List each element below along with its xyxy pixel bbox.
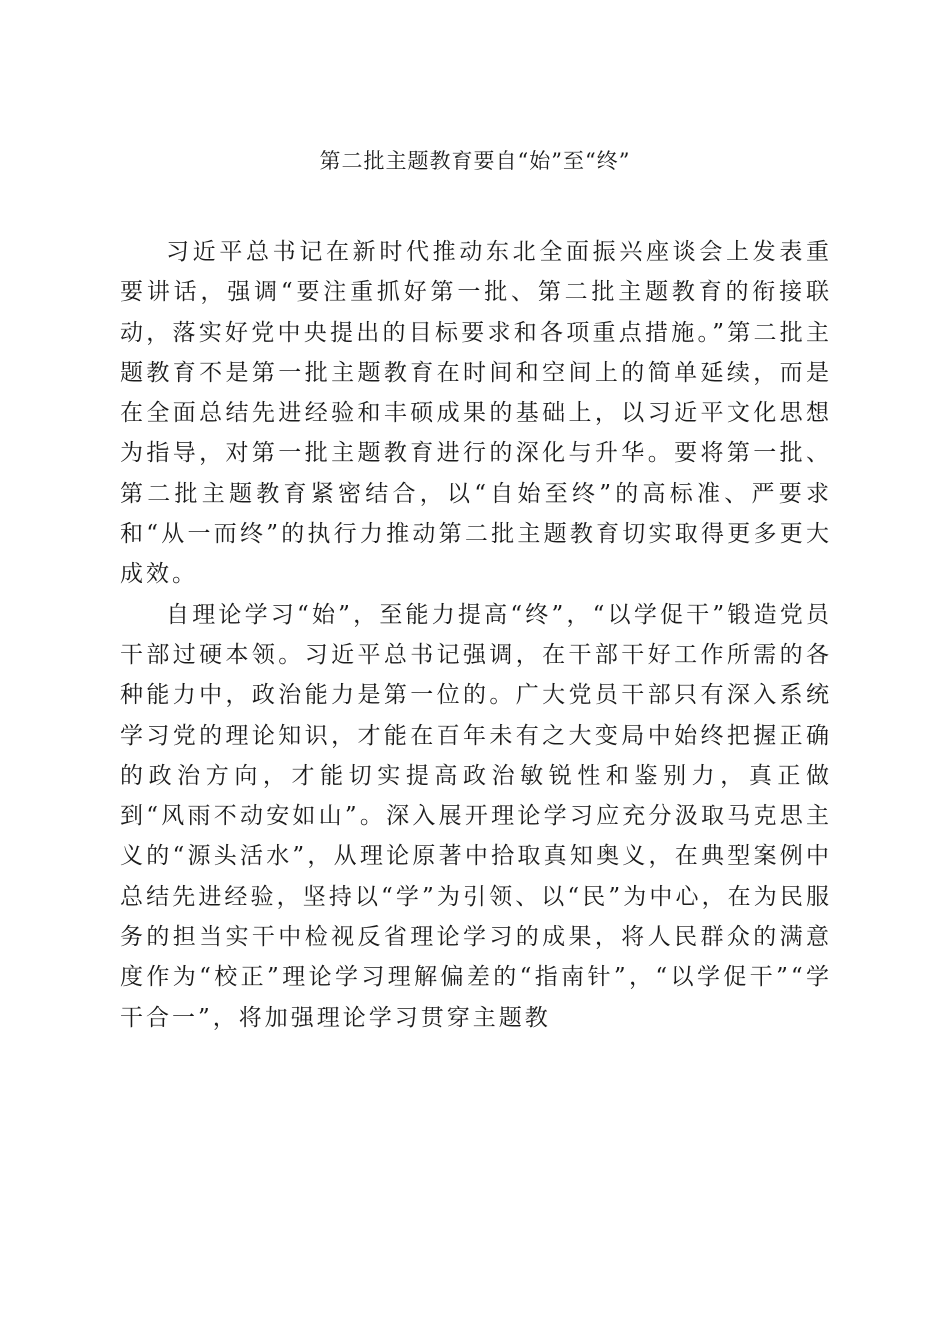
document-title: 第二批主题教育要自“始”至“终” [319, 149, 631, 173]
paragraph-2: 自理论学习“始”，至能力提高“终”，“以学促干”锻造党员干部过硬本领。习近平总书记强调，在干部干好工作所需的各种能力中，政治能力是第一位的。广大党员干部只有深入系统学习党的理论知识，才能在百年未有之大变局中始终把握正确的政治方向，才能切实提高政治敏锐性和鉴别力，真正做到“风雨不动安如山”。深入展开理论学习应充分汲取马克思主义的“源头活水”，从理论原著中拾取真知奥义，在典型案例中总结先进经验，坚持以“学”为引领、以“民”为中心，在为民服务的担当实干中检视反省理论学习的成果，将人民群众的满意度作为“校正”理论学习理解偏差的“指南针”，“以学促干”“学干合一”，将加强理论学习贯穿主题教 [120, 601, 832, 1031]
paragraph-1: 习近平总书记在新时代推动东北全面振兴座谈会上发表重要讲话，强调“要注重抓好第一批、第二批主题教育的衔接联动，落实好党中央提出的目标要求和各项重点措施。”第二批主题教育不是第一批主题教育在时间和空间上的简单延续，而是在全面总结先进经验和丰硕成果的基础上，以习近平文化思想为指导，对第一批主题教育进行的深化与升华。要将第一批、第二批主题教育紧密结合，以“自始至终”的高标准、严要求和“从一而终”的执行力推动第二批主题教育切实取得更多更大成效。 [120, 239, 832, 588]
document-body [120, 232, 832, 1038]
